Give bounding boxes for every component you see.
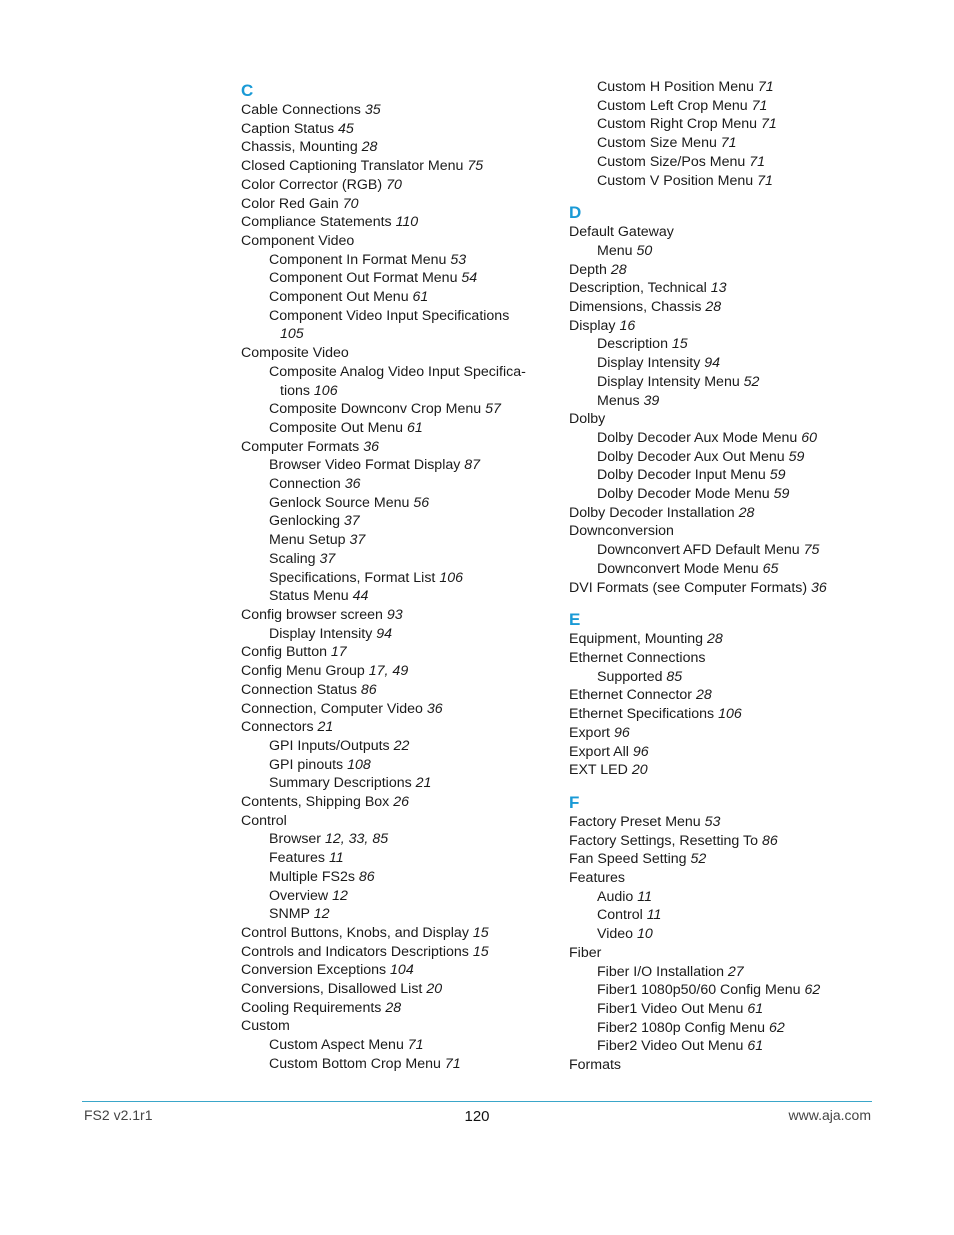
index-subentry: [569, 153, 869, 172]
entry-text: Fiber: [569, 944, 602, 961]
entry-text: Browser: [269, 831, 325, 848]
entry-text: Fiber1 1080p50/60 Config Menu: [597, 982, 805, 999]
entry-text: Display Intensity: [597, 355, 705, 372]
entry-text: Caption Status: [241, 120, 339, 137]
index-entry: [569, 261, 869, 280]
entry-text: Overview: [269, 887, 333, 904]
page-reference[interactable]: 12: [332, 887, 348, 904]
page-reference[interactable]: 35: [364, 102, 381, 118]
index-subentry: [569, 448, 869, 467]
index-entry: [241, 961, 551, 980]
page-reference[interactable]: 11: [328, 850, 344, 867]
index-subentry: [569, 373, 869, 392]
page-reference[interactable]: 15: [472, 924, 489, 941]
index-entry: [241, 700, 551, 719]
entry-text: Control Buttons, Knobs, and Display: [241, 924, 473, 941]
entry-text: GPI pinouts: [269, 756, 348, 773]
page-reference[interactable]: 106: [718, 706, 742, 723]
index-entry: [241, 643, 551, 662]
entry-text: Dimensions, Chassis: [569, 299, 706, 316]
page-reference[interactable]: 71: [407, 1037, 424, 1054]
page-reference[interactable]: 52: [690, 851, 707, 868]
index-subentry: [241, 400, 551, 419]
page-reference[interactable]: 28: [610, 261, 627, 278]
page-reference[interactable]: 56: [413, 494, 430, 511]
index-subentry: [569, 963, 869, 982]
entry-text: SNMP: [269, 906, 314, 923]
index-entry: [569, 944, 869, 963]
page-reference[interactable]: 104: [390, 962, 414, 979]
index-entry: [569, 298, 869, 317]
entry-text: Component Video: [241, 232, 355, 249]
entry-text: Custom Left Crop Menu: [597, 97, 752, 114]
page-reference[interactable]: 36: [426, 700, 443, 717]
page-reference[interactable]: 36: [363, 438, 379, 455]
index-column-right: [569, 78, 869, 1075]
page-reference[interactable]: 106: [313, 382, 338, 399]
entry-text: Connection: [269, 476, 345, 493]
page-reference[interactable]: 13: [710, 280, 727, 297]
entry-text: Status Menu: [269, 588, 353, 605]
page-reference[interactable]: 59: [769, 467, 786, 484]
index-entry: [569, 850, 869, 869]
entry-text: GPI Inputs/Outputs: [269, 737, 394, 754]
page-reference[interactable]: 11: [646, 907, 662, 924]
index-subentry: [241, 569, 551, 588]
page-reference[interactable]: 70: [386, 176, 402, 193]
entry-text: Dolby Decoder Aux Out Menu: [597, 448, 789, 465]
index-subentry: [241, 550, 551, 569]
index-entry: [241, 213, 551, 232]
index-subentry: [241, 251, 551, 270]
index-subentry: [569, 1037, 869, 1056]
section-letter: D: [569, 203, 582, 223]
index-subentry: [569, 485, 869, 504]
entry-text: Ethernet Specifications: [569, 706, 719, 723]
section-letter: E: [569, 610, 581, 630]
page-reference[interactable]: 16: [619, 317, 636, 334]
entry-text: Closed Captioning Translator Menu: [241, 158, 468, 175]
page-reference[interactable]: 37: [319, 550, 336, 567]
page-reference[interactable]: 12: [313, 906, 330, 923]
entry-text: Component In Format Menu: [269, 251, 451, 268]
page-reference[interactable]: 28: [695, 687, 712, 704]
page-reference[interactable]: 86: [358, 868, 375, 885]
index-entry: [241, 943, 551, 962]
index-entry: [569, 743, 869, 762]
page-reference[interactable]: 57: [485, 401, 501, 418]
entry-text: Custom Right Crop Menu: [597, 116, 762, 133]
entry-text: Connectors: [241, 719, 318, 736]
index-entry: [241, 812, 551, 831]
index-subentry: [241, 1036, 551, 1055]
entry-text: Dolby Decoder Aux Mode Menu: [597, 429, 802, 446]
page-reference[interactable]: 71: [751, 97, 768, 114]
page-reference[interactable]: 61: [407, 419, 423, 436]
index-entry: [241, 924, 551, 943]
index-entry: [241, 138, 551, 157]
index-subentry: [241, 830, 551, 849]
page-reference[interactable]: 28: [707, 631, 723, 648]
index-entry: [569, 279, 869, 298]
entry-text: Display Intensity: [269, 625, 377, 642]
footer-divider: [82, 1101, 872, 1102]
entry-text: Dolby Decoder Mode Menu: [597, 486, 774, 503]
index-entry: [241, 793, 551, 812]
page-reference[interactable]: 94: [376, 625, 393, 642]
index-entry: [241, 662, 551, 681]
entry-text: Formats: [569, 1057, 622, 1074]
index-subentry: [569, 335, 869, 354]
entry-text: Fiber I/O Installation: [597, 963, 728, 980]
entry-text: Equipment, Mounting: [569, 631, 708, 648]
entry-text: Menus: [597, 392, 644, 409]
page-reference[interactable]: 26: [393, 794, 409, 811]
page-reference[interactable]: 20: [631, 762, 648, 779]
entry-text: Custom: [241, 1018, 290, 1035]
page-reference[interactable]: 11: [637, 888, 652, 905]
page-reference[interactable]: 75: [467, 158, 484, 175]
entry-text: Compliance Statements: [241, 214, 396, 231]
entry-text: Connection, Computer Video: [241, 700, 427, 717]
page-reference[interactable]: 15: [472, 943, 489, 960]
page-reference[interactable]: 28: [738, 504, 755, 521]
entry-text: Features: [569, 870, 625, 887]
page-reference[interactable]: 93: [386, 606, 403, 623]
entry-text: Conversions, Disallowed List: [241, 981, 427, 998]
index-subentry: [241, 868, 551, 887]
page-reference[interactable]: 53: [704, 813, 721, 830]
entry-text: Specifications, Format List: [269, 569, 440, 586]
page-reference[interactable]: 71: [757, 79, 774, 95]
entry-text: Default Gateway: [569, 224, 674, 241]
entry-text: Composite Analog Video Input Specifica-: [269, 363, 526, 380]
section-letter: C: [241, 81, 254, 100]
entry-text: Dolby Decoder Installation: [569, 504, 739, 521]
index-entry: [241, 176, 551, 195]
index-entry: [569, 223, 869, 242]
entry-text: Downconvert Mode Menu: [597, 560, 763, 577]
page-reference[interactable]: 75: [803, 542, 820, 559]
index-entry: [569, 813, 869, 832]
page-reference[interactable]: 59: [773, 486, 790, 503]
entry-text: Composite Video: [241, 345, 349, 362]
index-entry: [241, 718, 551, 737]
index-subentry: [241, 494, 551, 513]
index-subentry: [569, 560, 869, 579]
entry-text: Description: [597, 336, 672, 353]
entry-text: Custom H Position Menu: [597, 79, 758, 95]
index-subentry: [569, 242, 869, 261]
entry-text: Custom Size/Pos Menu: [597, 153, 750, 170]
index-subentry: [569, 97, 869, 116]
entry-text: Control: [241, 812, 287, 829]
index-subentry: [241, 307, 551, 326]
entry-text: Display Intensity Menu: [597, 373, 744, 390]
page-reference[interactable]: 28: [385, 999, 402, 1016]
index-subentry: [569, 392, 869, 411]
entry-text: Custom Size Menu: [597, 135, 721, 152]
entry-text: Control: [597, 907, 647, 924]
page-reference[interactable]: 50: [636, 242, 653, 259]
index-subentry: [569, 668, 869, 687]
page-reference[interactable]: 94: [704, 355, 721, 372]
entry-text: Supported: [597, 668, 667, 685]
page-reference[interactable]: 60: [801, 429, 818, 446]
index-entry: [241, 120, 551, 139]
page-reference[interactable]: 61: [747, 1000, 764, 1017]
entry-text: Display: [569, 317, 620, 334]
section-letter: F: [569, 792, 580, 812]
index-subentry: [241, 625, 551, 644]
entry-text: Contents, Shipping Box: [241, 794, 394, 811]
entry-text: Genlocking: [269, 513, 344, 530]
index-entry: [569, 630, 869, 649]
page-reference[interactable]: 22: [393, 737, 410, 754]
index-subentry: [241, 1055, 551, 1074]
entry-text: Scaling: [269, 550, 320, 567]
index-subentry: [241, 419, 551, 438]
page-reference[interactable]: 27: [727, 963, 744, 980]
index-subentry: [569, 466, 869, 485]
index-entry: [569, 579, 869, 598]
entry-text: Config browser screen: [241, 606, 387, 623]
index-entry: [569, 649, 869, 668]
index-subentry: [241, 887, 551, 906]
page-reference[interactable]: 62: [768, 1019, 785, 1036]
index-column-left: [241, 78, 551, 1074]
page-reference[interactable]: 39: [643, 392, 660, 409]
entry-text: Conversion Exceptions: [241, 962, 391, 979]
entry-text: Computer Formats: [241, 438, 364, 455]
index-subentry: [241, 269, 551, 288]
footer-page-number: 120: [464, 1108, 490, 1125]
entry-text: Controls and Indicators Descriptions: [241, 943, 473, 960]
entry-text: Component Video Input Specifications: [269, 307, 510, 324]
index-subentry: [569, 172, 869, 191]
index-subentry: [241, 905, 551, 924]
index-entry: [569, 761, 869, 780]
entry-text: Cooling Requirements: [241, 999, 386, 1016]
index-subentry: [241, 512, 551, 531]
page-reference[interactable]: 20: [426, 981, 443, 998]
page-reference[interactable]: 28: [705, 299, 722, 316]
index-subentry: [569, 925, 869, 944]
index-entry: [569, 724, 869, 743]
entry-text: EXT LED: [569, 762, 632, 779]
index-subentry: [241, 475, 551, 494]
entry-text: Factory Settings, Resetting To: [569, 832, 762, 849]
entry-text: Description, Technical: [569, 280, 711, 297]
entry-text: Export All: [569, 743, 633, 760]
entry-text: Config Button: [241, 644, 331, 661]
index-entry: [569, 504, 869, 523]
page-reference[interactable]: 108: [347, 756, 371, 773]
entry-text: Menu: [597, 242, 637, 259]
entry-text: Downconversion: [569, 523, 674, 540]
entry-text: Downconvert AFD Default Menu: [597, 542, 804, 559]
index-entry: [569, 686, 869, 705]
index-entry: [241, 999, 551, 1018]
entry-text: Custom V Position Menu: [597, 172, 758, 189]
entry-text: Fan Speed Setting: [569, 851, 691, 868]
entry-text: Component Out Format Menu: [269, 270, 462, 287]
index-subentry: [569, 354, 869, 373]
index-entry: [241, 438, 551, 457]
index-subentry: [569, 541, 869, 560]
index-entry: [569, 1056, 869, 1075]
index-subentry: [569, 134, 869, 153]
entry-text: Cable Connections: [241, 102, 365, 118]
entry-text: Color Corrector (RGB): [241, 176, 387, 193]
page-reference[interactable]: 52: [743, 373, 760, 390]
footer-website: www.aja.com: [788, 1107, 871, 1123]
index-subentry: [569, 429, 869, 448]
page-reference[interactable]: 61: [747, 1038, 764, 1055]
index-entry: [241, 980, 551, 999]
entry-text: Export: [569, 724, 614, 741]
index-subentry: [241, 325, 551, 344]
page-reference[interactable]: 71: [761, 116, 777, 133]
page-reference[interactable]: 87: [464, 457, 481, 474]
page-reference[interactable]: 12, 33, 85: [324, 831, 389, 848]
entry-text: Browser Video Format Display: [269, 457, 465, 474]
index-subentry: [241, 456, 551, 475]
page-reference[interactable]: 36: [811, 579, 827, 596]
entry-text: Component Out Menu: [269, 289, 413, 306]
entry-text: Config Menu Group: [241, 663, 369, 680]
page-reference[interactable]: 15: [671, 336, 688, 353]
index-subentry: [241, 756, 551, 775]
page-reference[interactable]: 45: [338, 120, 354, 137]
index-subentry: [241, 382, 551, 401]
footer-version: FS2 v2.1r1: [84, 1107, 153, 1123]
entry-text: Summary Descriptions: [269, 775, 416, 792]
entry-text: DVI Formats (see Computer Formats): [569, 579, 812, 596]
index-subentry: [569, 906, 869, 925]
entry-text: Ethernet Connector: [569, 687, 696, 704]
index-subentry: [241, 849, 551, 868]
page-reference[interactable]: 36: [344, 476, 361, 493]
page-reference[interactable]: 17, 49: [368, 663, 409, 680]
index-entry: [241, 1017, 551, 1036]
entry-text: Fiber2 Video Out Menu: [597, 1038, 748, 1055]
page-reference[interactable]: 65: [762, 560, 779, 577]
entry-text: Ethernet Connections: [569, 649, 706, 666]
page-reference[interactable]: 21: [317, 719, 334, 736]
index-entry: [569, 522, 869, 541]
index-subentry: [569, 1019, 869, 1038]
entry-text: Custom Bottom Crop Menu: [269, 1055, 445, 1072]
entry-text: Multiple FS2s: [269, 868, 359, 885]
index-subentry: [569, 981, 869, 1000]
entry-text: Features: [269, 850, 329, 867]
index-entry: [241, 681, 551, 700]
page-reference[interactable]: 96: [632, 743, 649, 760]
entry-text: Audio: [597, 888, 638, 905]
entry-text: Dolby Decoder Input Menu: [597, 467, 770, 484]
page-reference[interactable]: 71: [757, 172, 773, 189]
index-entry: [241, 195, 551, 214]
entry-text: tions: [280, 382, 314, 399]
index-entry: [569, 705, 869, 724]
entry-text: Fiber1 Video Out Menu: [597, 1000, 748, 1017]
page-reference[interactable]: 71: [444, 1055, 461, 1072]
entry-text: Chassis, Mounting: [241, 139, 362, 156]
page-reference[interactable]: 105: [280, 326, 304, 343]
page-reference[interactable]: 86: [360, 681, 377, 698]
entry-text: Color Red Gain: [241, 195, 343, 212]
page-reference[interactable]: 44: [352, 588, 369, 605]
index-entry: [241, 606, 551, 625]
page-reference[interactable]: 62: [804, 982, 821, 999]
entry-text: Composite Out Menu: [269, 419, 407, 436]
page-reference[interactable]: 110: [395, 214, 419, 231]
page-reference[interactable]: 37: [343, 513, 360, 530]
entry-text: Factory Preset Menu: [569, 813, 705, 830]
entry-text: Composite Downconv Crop Menu: [269, 401, 486, 418]
page-reference[interactable]: 53: [450, 251, 467, 268]
entry-text: Depth: [569, 261, 611, 278]
index-subentry: [569, 78, 869, 97]
entry-text: Fiber2 1080p Config Menu: [597, 1019, 769, 1036]
page-reference[interactable]: 86: [761, 832, 778, 849]
entry-text: Genlock Source Menu: [269, 494, 414, 511]
index-subentry: [569, 888, 869, 907]
index-subentry: [569, 1000, 869, 1019]
page-reference[interactable]: 71: [749, 153, 765, 170]
page-reference[interactable]: 61: [412, 289, 429, 306]
index-subentry: [241, 531, 551, 550]
page-reference[interactable]: 59: [788, 448, 805, 465]
entry-text: Menu Setup: [269, 532, 350, 549]
entry-text: Custom Aspect Menu: [269, 1037, 408, 1054]
page-reference[interactable]: 21: [415, 775, 432, 792]
page-reference[interactable]: 96: [613, 724, 630, 741]
index-entry: [241, 157, 551, 176]
page-reference[interactable]: 10: [636, 926, 653, 943]
index-subentry: [241, 774, 551, 793]
entry-text: Connection Status: [241, 681, 361, 698]
page-reference[interactable]: 106: [439, 569, 463, 586]
index-entry: [569, 410, 869, 429]
index-entry: [241, 344, 551, 363]
page-reference[interactable]: 17: [330, 644, 347, 661]
index-entry: [241, 232, 551, 251]
entry-text: Dolby: [569, 411, 606, 428]
index-subentry: [241, 288, 551, 307]
page-reference[interactable]: 71: [720, 135, 737, 152]
page-reference[interactable]: 85: [666, 668, 683, 685]
index-entry: [241, 101, 551, 120]
index-entry: [569, 832, 869, 851]
index-subentry: [569, 115, 869, 134]
page-reference[interactable]: 54: [461, 270, 478, 287]
index-subentry: [241, 737, 551, 756]
index-entry: [569, 317, 869, 336]
page-reference[interactable]: 37: [349, 532, 366, 549]
entry-text: Video: [597, 926, 637, 943]
page-reference[interactable]: 70: [342, 195, 359, 212]
index-subentry: [241, 587, 551, 606]
page-reference[interactable]: 28: [361, 139, 378, 156]
index-subentry: [241, 363, 551, 382]
index-entry: [569, 869, 869, 888]
